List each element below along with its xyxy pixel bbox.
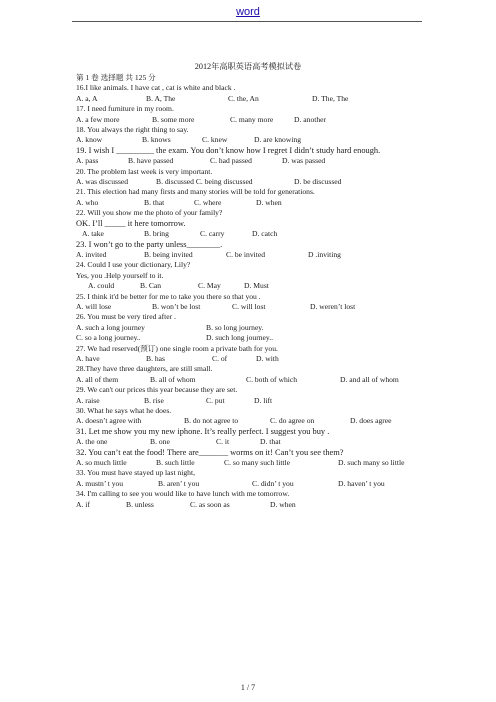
answer-options-row	[76, 302, 426, 312]
answer-option: B. A, The	[146, 93, 176, 103]
answer-option: B. unless	[126, 499, 154, 509]
question-text-line: 33. You must have stayed up last night,	[76, 468, 195, 478]
answer-options-row	[76, 135, 426, 145]
answer-option: D. The, The	[312, 93, 349, 103]
answer-option: B. won’t be lost	[152, 301, 201, 311]
answer-option: B. discussed C. being discussed	[156, 177, 253, 187]
question-text-line: 18. You always the right thing to say.	[76, 125, 189, 135]
question-text-line: 25. I think it'd be better for me to take you there so that you .	[76, 291, 261, 301]
answer-option: A. could	[88, 281, 115, 291]
exam-body	[76, 73, 426, 510]
answer-option: C. carry	[200, 229, 225, 239]
question-text-line: 32. You can’t eat the food! There are_______ worms on it! Can’t you see them?	[76, 447, 344, 457]
answer-options-row	[76, 115, 426, 125]
answer-option: C. so a long journey..	[76, 333, 141, 343]
answer-option: A. raise	[76, 395, 100, 405]
answer-option: C. so many such little	[224, 458, 291, 468]
answer-option: A. take	[82, 229, 104, 239]
answer-options-row	[76, 458, 426, 468]
answer-option: A. so much little	[76, 458, 127, 468]
answer-option: A. a few more	[76, 114, 120, 124]
answer-option: D. that	[260, 437, 281, 447]
answer-option: D. are knowing	[254, 135, 302, 145]
answer-options-row	[76, 396, 426, 406]
answer-option: D .inviting	[308, 249, 341, 259]
answer-option: C. had passed	[210, 156, 252, 166]
answer-option: D. with	[256, 353, 279, 363]
answer-option: D. lift	[254, 395, 273, 405]
answer-option: B. knows	[142, 135, 171, 145]
question-text-line: 22. Will you show me the photo of your family?	[76, 208, 223, 218]
question-text-line: 17. I need furniture in my room.	[76, 104, 174, 114]
answer-option: B. that	[144, 197, 165, 207]
answer-option: C. May	[198, 281, 221, 291]
answer-option: B. have passed	[128, 156, 174, 166]
question-text-line: 24. Could I use your dictionary, Lily?	[76, 260, 191, 270]
answer-option: B. Can	[140, 281, 162, 291]
header-divider	[72, 21, 422, 22]
answer-option: C. didn’ t you	[252, 478, 294, 488]
answer-options-row	[76, 177, 426, 187]
answer-option: D. haven’ t you	[338, 478, 385, 488]
answer-option: B. such little	[156, 458, 195, 468]
answer-option: C. do agree on	[270, 416, 315, 426]
question-text-line: 21. This election had many firsts and many stories will be told for generations.	[76, 187, 315, 197]
answer-option: B. some more	[152, 114, 195, 124]
question-text-line: 34. I'm calling to see you would like to have lunch with me tomorrow.	[76, 489, 290, 499]
answer-option: B. rise	[144, 395, 164, 405]
answer-options-row	[76, 333, 426, 343]
answer-option: D. such many so little	[338, 458, 405, 468]
answer-options-row	[76, 229, 426, 239]
answer-option: D. weren’t lost	[310, 301, 356, 311]
answer-options-row	[76, 323, 426, 333]
answer-option: A. mustn’ t you	[76, 478, 124, 488]
answer-options-row	[76, 250, 426, 260]
answer-option: A. know	[76, 135, 103, 145]
answer-option: B. one	[150, 437, 170, 447]
answer-option: A. will lose	[76, 301, 112, 311]
answer-option: C. the, An	[228, 93, 259, 103]
answer-option: D. does agree	[350, 416, 392, 426]
answer-option: D. Must	[244, 281, 269, 291]
answer-option: A. all of them	[76, 374, 119, 384]
answer-option: C. both of which	[246, 374, 298, 384]
answer-option: A. the one	[76, 437, 108, 447]
answer-option: A. such a long journey	[76, 322, 145, 332]
question-text-line: 26. You must be very tired after .	[76, 312, 176, 322]
answer-options-row	[76, 281, 426, 291]
answer-options-row	[76, 479, 426, 489]
answer-option: C. will lost	[232, 301, 266, 311]
answer-options-row	[76, 437, 426, 447]
answer-option: C. be invited	[226, 249, 266, 259]
answer-option: B. aren’ t you	[158, 478, 200, 488]
answer-option: B. bring	[144, 229, 169, 239]
question-text-line: 23. I won’t go to the party unless________.	[76, 239, 223, 249]
question-text-line: 28.They have three daughters, are still small.	[76, 364, 213, 374]
answer-option: B. do not agree to	[184, 416, 239, 426]
answer-options-row	[76, 500, 426, 510]
page-number: 1 / 7	[240, 683, 256, 692]
answer-option: A. who	[76, 197, 99, 207]
question-text-line: 31. Let me show you my new iphone. It’s really perfect. I suggest you buy .	[76, 426, 330, 436]
header-label[interactable]: word	[236, 6, 260, 18]
answer-option: C. put	[206, 395, 225, 405]
question-text-line: 16.I like animals. I have cat , cat is white and black .	[76, 83, 236, 93]
answer-options-row	[76, 375, 426, 385]
answer-option: B. being invited	[144, 249, 193, 259]
answer-options-row	[76, 416, 426, 426]
answer-option: D. be discussed	[294, 177, 342, 187]
question-text-line: Yes, you .Help yourself to it.	[76, 270, 164, 280]
question-text-line: 29. We can't our prices this year because they are set.	[76, 385, 238, 395]
answer-option: A. a, A	[76, 93, 98, 103]
answer-option: C. as soon as	[190, 499, 230, 509]
question-text-line: 27. We had reserved(预订) one single room a private bath for you.	[76, 343, 278, 353]
answer-option: A. have	[76, 353, 100, 363]
answer-option: A. was discussed	[76, 177, 129, 187]
answer-options-row	[76, 198, 426, 208]
answer-option: B. so long journey.	[206, 322, 264, 332]
answer-options-row	[76, 156, 426, 166]
question-text-line: OK. I’ll _____ it here tomorrow.	[76, 218, 186, 228]
answer-option: D. another	[294, 114, 327, 124]
question-text-line: 30. What he says what he does.	[76, 406, 172, 415]
answer-option: D. when	[270, 499, 296, 509]
answer-option: B. has	[146, 353, 165, 363]
answer-options-row	[76, 94, 426, 104]
question-text-line: 20. The problem last week is very important.	[76, 166, 213, 176]
answer-option: D. such long journey..	[206, 333, 273, 343]
answer-option: C. many more	[230, 114, 274, 124]
question-text-line: 19. I wish I _________ the exam. You don’t know how I regret I didn’t study hard enough.	[76, 145, 381, 155]
answer-option: A. doesn’t agree with	[76, 416, 142, 426]
answer-option: C. of	[212, 353, 228, 363]
answer-option: D. when	[256, 197, 282, 207]
answer-option: A. pass	[76, 156, 99, 166]
answer-option: D. and all of whom	[340, 374, 399, 384]
section-heading: 第 1 卷 选择题 共 125 分	[76, 73, 156, 82]
answer-option: C. it	[216, 437, 230, 447]
answer-option: D. catch	[252, 229, 278, 239]
answer-option: C. knew	[202, 135, 228, 145]
answer-option: A. invited	[76, 249, 107, 259]
page-title: 2012年高职英语高考模拟试卷	[194, 62, 302, 71]
answer-option: D. was passed	[282, 156, 326, 166]
answer-option: C. where	[194, 197, 222, 207]
answer-options-row	[76, 354, 426, 364]
answer-option: B. all of whom	[150, 374, 196, 384]
answer-option: A. if	[76, 499, 90, 509]
page-header	[0, 6, 496, 18]
